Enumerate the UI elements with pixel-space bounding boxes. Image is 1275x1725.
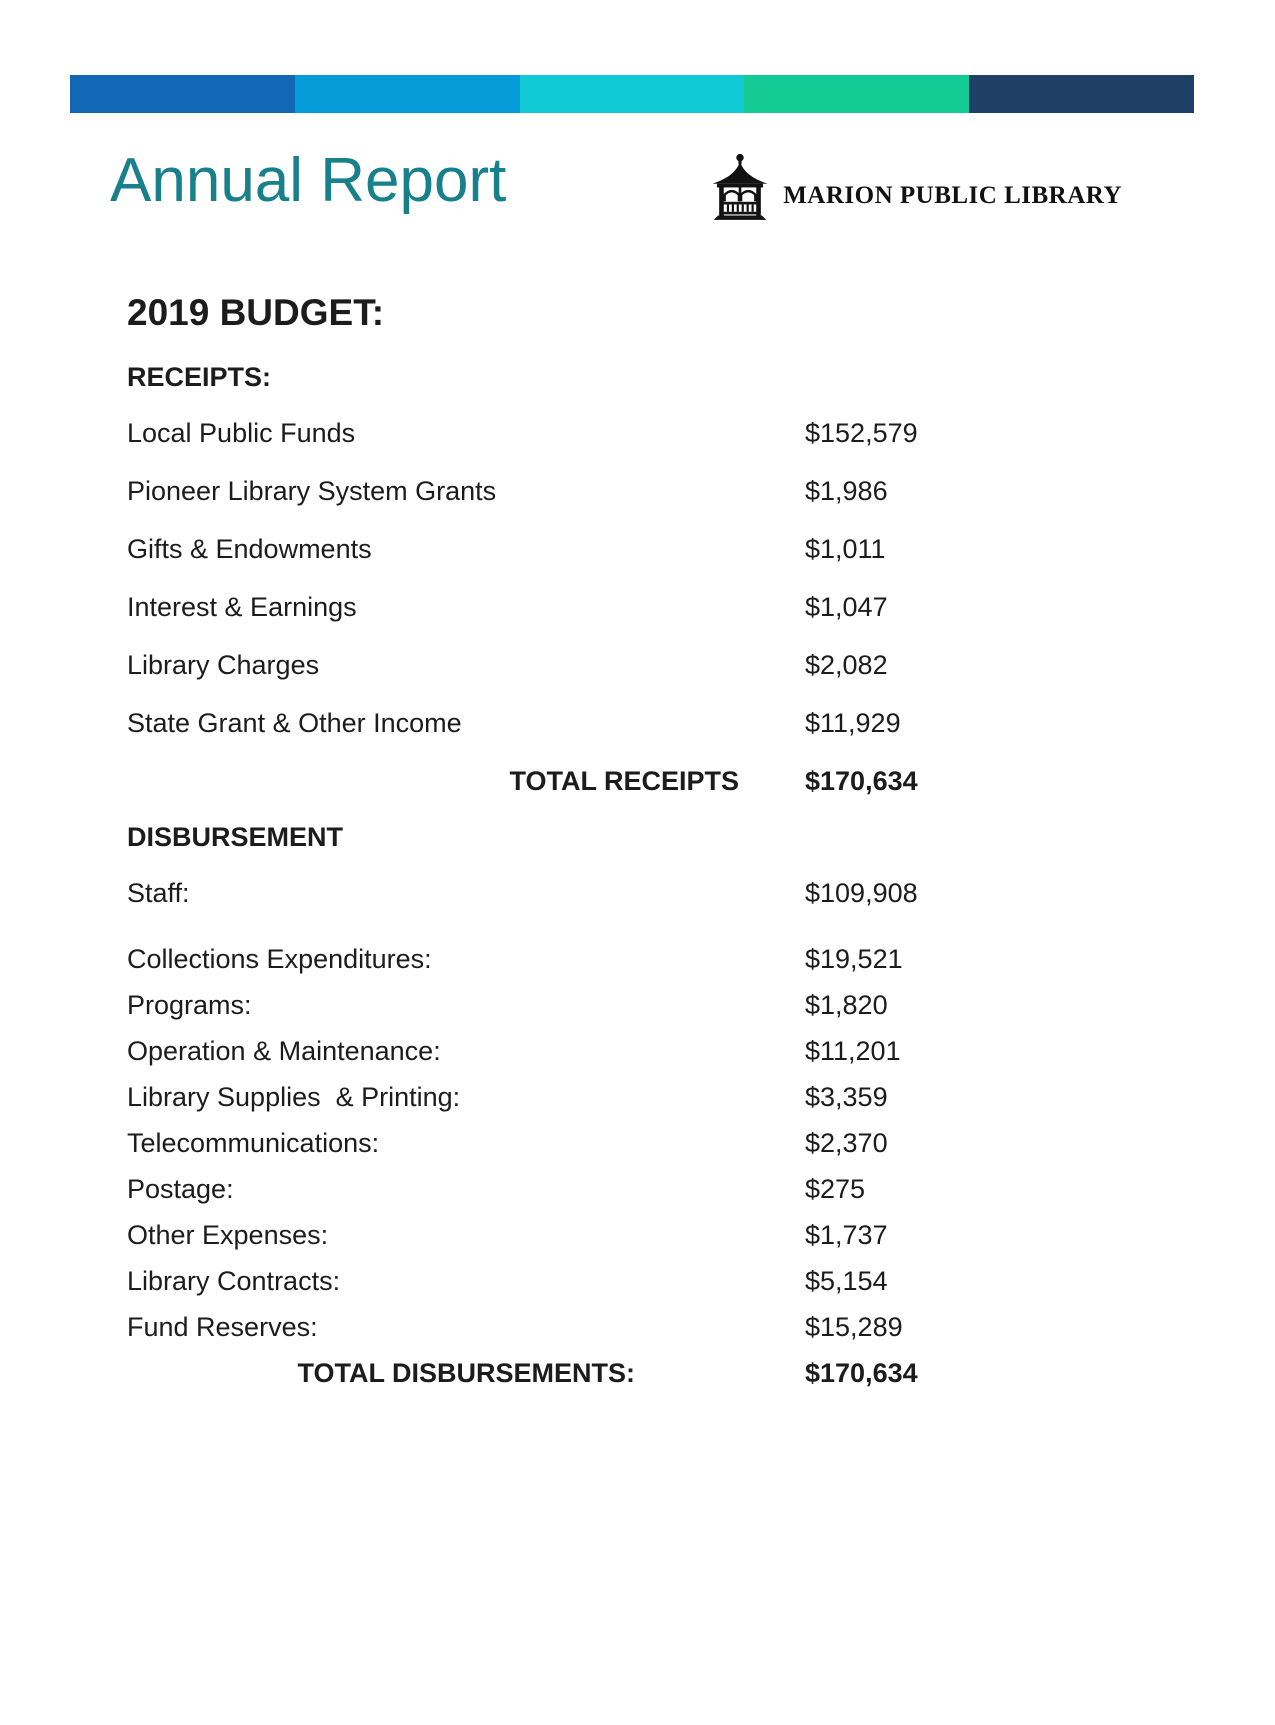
gazebo-icon bbox=[709, 153, 771, 221]
row-value: $1,011 bbox=[805, 533, 886, 564]
table-row bbox=[127, 636, 1157, 694]
row-value: $109,908 bbox=[805, 877, 918, 908]
row-label: Telecommunications: bbox=[127, 1127, 380, 1158]
table-row bbox=[127, 864, 1157, 922]
row-value: $2,082 bbox=[805, 649, 888, 680]
report-page bbox=[0, 75, 1275, 1725]
receipts-rows bbox=[127, 404, 1157, 810]
budget-section bbox=[127, 291, 1157, 1396]
row-value: $3,359 bbox=[805, 1081, 888, 1112]
disbursement-rows bbox=[127, 936, 1157, 1396]
table-row bbox=[127, 1166, 1157, 1212]
row-value: $5,154 bbox=[805, 1265, 888, 1296]
table-row bbox=[127, 936, 1157, 982]
accent-bar bbox=[70, 75, 1194, 113]
row-label: Interest & Earnings bbox=[127, 591, 357, 622]
accent-bar-segment-2 bbox=[295, 75, 520, 113]
row-value: $275 bbox=[805, 1173, 866, 1204]
budget-heading: 2019 BUDGET: bbox=[127, 292, 385, 333]
accent-bar-segment-1 bbox=[70, 75, 295, 113]
table-row bbox=[127, 578, 1157, 636]
row-label: Programs: bbox=[127, 989, 252, 1020]
total-receipts-row bbox=[127, 752, 1157, 810]
row-label: Gifts & Endowments bbox=[127, 533, 372, 564]
total-disbursements-value: $170,634 bbox=[805, 1357, 918, 1388]
row-value: $1,986 bbox=[805, 475, 888, 506]
row-value: $1,820 bbox=[805, 989, 888, 1020]
total-receipts-label: TOTAL RECEIPTS bbox=[509, 765, 739, 796]
row-value: $11,201 bbox=[805, 1035, 901, 1066]
header bbox=[110, 143, 1122, 221]
table-row bbox=[127, 1258, 1157, 1304]
row-label: Pioneer Library System Grants bbox=[127, 475, 497, 506]
table-row bbox=[127, 520, 1157, 578]
table-row bbox=[127, 1074, 1157, 1120]
accent-bar-segment-5 bbox=[969, 75, 1194, 113]
page-title: Annual Report bbox=[110, 146, 507, 215]
table-row bbox=[127, 1212, 1157, 1258]
brand-name: MARION PUBLIC LIBRARY bbox=[783, 182, 1122, 209]
row-value: $2,370 bbox=[805, 1127, 888, 1158]
library-brand bbox=[709, 153, 1122, 221]
row-label: State Grant & Other Income bbox=[127, 707, 462, 738]
table-row bbox=[127, 982, 1157, 1028]
disbursement-staff-row-wrap bbox=[127, 864, 1157, 922]
row-label: Collections Expenditures: bbox=[127, 943, 432, 974]
row-value: $11,929 bbox=[805, 707, 901, 738]
row-label: Postage: bbox=[127, 1173, 234, 1204]
table-row bbox=[127, 1028, 1157, 1074]
total-receipts-value: $170,634 bbox=[805, 765, 918, 796]
row-label: Local Public Funds bbox=[127, 417, 356, 448]
row-label: Other Expenses: bbox=[127, 1219, 329, 1250]
row-label: Library Supplies & Printing: bbox=[127, 1081, 461, 1112]
row-value: $15,289 bbox=[805, 1311, 903, 1342]
row-label: Operation & Maintenance: bbox=[127, 1035, 441, 1066]
table-row bbox=[127, 694, 1157, 752]
receipts-heading: RECEIPTS: bbox=[127, 362, 272, 392]
total-disbursements-label: TOTAL DISBURSEMENTS: bbox=[297, 1357, 635, 1388]
row-value: $152,579 bbox=[805, 417, 918, 448]
row-value: $1,737 bbox=[805, 1219, 888, 1250]
total-disbursements-row bbox=[127, 1350, 1157, 1396]
accent-bar-segment-4 bbox=[744, 75, 969, 113]
row-label: Fund Reserves: bbox=[127, 1311, 318, 1342]
row-label: Library Contracts: bbox=[127, 1265, 341, 1296]
row-value: $1,047 bbox=[805, 591, 888, 622]
table-row bbox=[127, 1304, 1157, 1350]
table-row bbox=[127, 462, 1157, 520]
table-row bbox=[127, 1120, 1157, 1166]
table-row bbox=[127, 404, 1157, 462]
disbursement-heading: DISBURSEMENT bbox=[127, 822, 344, 852]
row-value: $19,521 bbox=[805, 943, 903, 974]
row-label: Library Charges bbox=[127, 649, 320, 680]
row-label: Staff: bbox=[127, 877, 190, 908]
accent-bar-segment-3 bbox=[520, 75, 745, 113]
